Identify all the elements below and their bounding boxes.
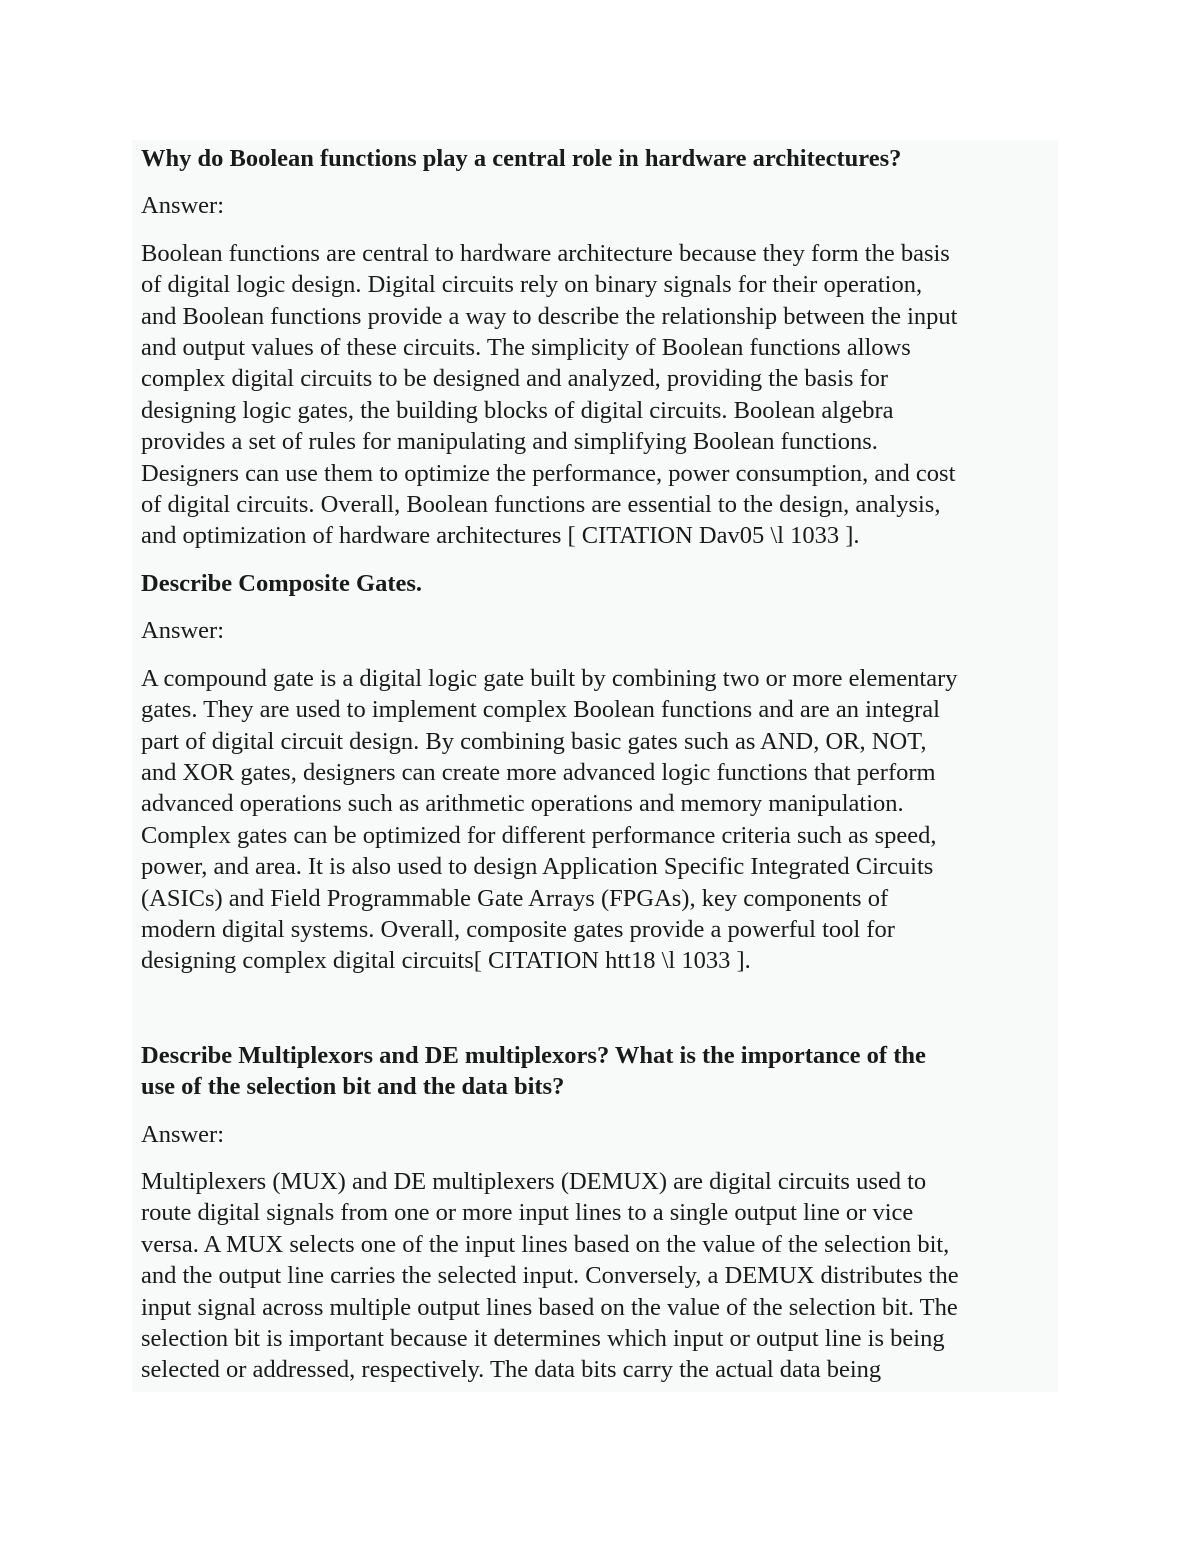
question-line: use of the selection bit and the data bits? [141,1073,565,1101]
answer-line: and Boolean functions provide a way to describe the relationship between the input [141,302,958,330]
answer-line: route digital signals from one or more input lines to a single output line or vice [141,1199,914,1227]
question-line: Describe Multiplexors and DE multiplexors? What is the importance of the [141,1041,926,1069]
answer-line: and optimization of hardware architectures [ CITATION Dav05 \l 1033 ]. [141,522,860,550]
answer-line: and XOR gates, designers can create more advanced logic functions that perform [141,758,936,786]
question-composite-gates: Describe Composite Gates. [141,569,423,597]
answer-line: selected or addressed, respectively. The data bits carry the actual data being [141,1356,882,1384]
answer-line: advanced operations such as arithmetic operations and memory manipulation. [141,790,904,818]
answer-composite-gates [141,663,1061,977]
answer-boolean-functions [141,238,1061,552]
answer-line: of digital circuits. Overall, Boolean functions are essential to the design, analysis, [141,491,941,519]
answer-line: designing complex digital circuits[ CITATION htt18 \l 1033 ]. [141,947,751,975]
answer-line: part of digital circuit design. By combining basic gates such as AND, OR, NOT, [141,727,927,755]
answer-line: modern digital systems. Overall, composite gates provide a powerful tool for [141,915,895,943]
answer-line: input signal across multiple output lines based on the value of the selection bit. The [141,1293,958,1321]
answer-label: Answer: [141,1120,225,1148]
answer-line: Designers can use them to optimize the performance, power consumption, and cost [141,459,956,487]
answer-line: gates. They are used to implement complex Boolean functions and are an integral [141,696,940,724]
answer-line: of digital logic design. Digital circuits rely on binary signals for their operation, [141,271,923,299]
answer-line: power, and area. It is also used to design Application Specific Integrated Circuits [141,853,934,881]
question-boolean-functions: Why do Boolean functions play a central role in hardware architectures? [141,145,902,172]
answer-line: Multiplexers (MUX) and DE multiplexers (DEMUX) are digital circuits used to [141,1167,927,1195]
question-multiplexors [141,1040,1061,1103]
answer-line: designing logic gates, the building blocks of digital circuits. Boolean algebra [141,396,894,424]
answer-line: and the output line carries the selected input. Conversely, a DEMUX distributes the [141,1262,959,1290]
answer-line: and output values of these circuits. The simplicity of Boolean functions allows [141,334,911,362]
answer-line: Complex gates can be optimized for different performance criteria such as speed, [141,821,937,849]
answer-line: complex digital circuits to be designed and analyzed, providing the basis for [141,365,889,393]
answer-line: A compound gate is a digital logic gate built by combining two or more elementary [141,664,958,692]
blank-line [141,977,1061,1024]
answer-line: (ASICs) and Field Programmable Gate Arrays (FPGAs), key components of [141,884,889,912]
answer-line: versa. A MUX selects one of the input lines based on the value of the selection bit, [141,1230,950,1258]
answer-label: Answer: [141,617,225,645]
document-body [141,140,1061,1386]
answer-label: Answer: [141,192,225,220]
answer-multiplexors [141,1166,1061,1386]
answer-line: Boolean functions are central to hardware architecture because they form the basis [141,239,950,267]
answer-line: provides a set of rules for manipulating and simplifying Boolean functions. [141,428,878,456]
answer-line: selection bit is important because it determines which input or output line is being [141,1325,945,1352]
